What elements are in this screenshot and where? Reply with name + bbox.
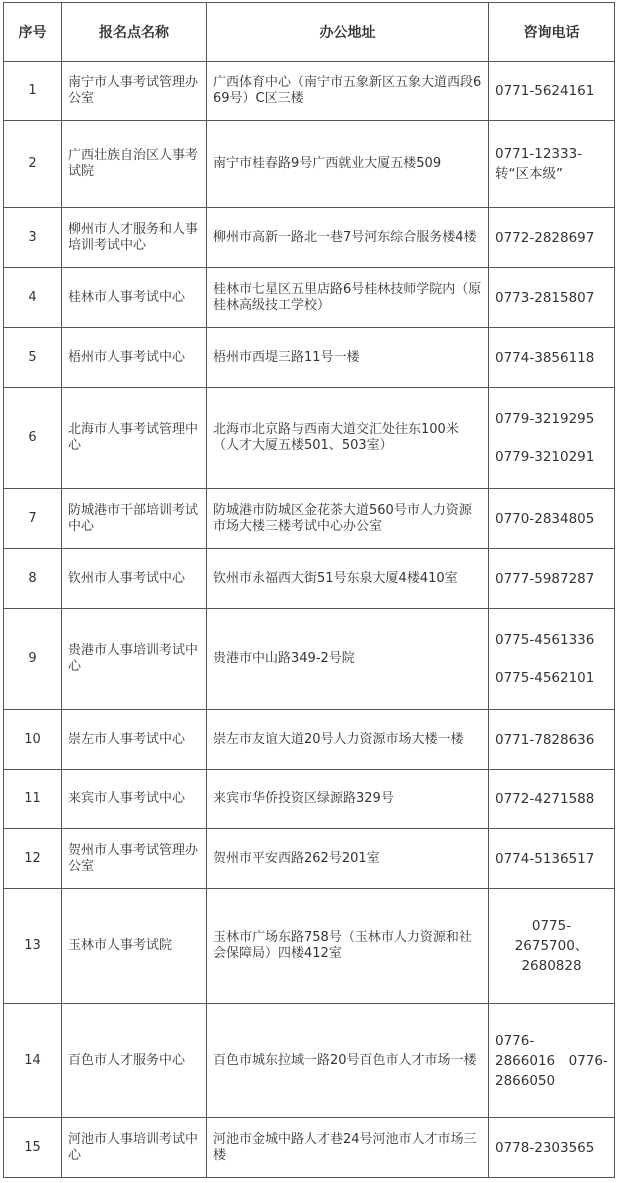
row-number: 8	[4, 549, 62, 609]
consult-phone	[489, 268, 615, 328]
consult-phone	[489, 328, 615, 388]
consult-phone	[489, 388, 615, 489]
phone-number: 0778-2303565	[495, 1139, 595, 1156]
row-number: 9	[4, 609, 62, 710]
phone-number: 0777-5987287	[495, 570, 595, 587]
office-address: 玉林市广场东路758号（玉林市人力资源和社会保障局）四楼412室	[207, 889, 489, 1004]
table-row	[4, 710, 615, 770]
row-number: 4	[4, 268, 62, 328]
phone-number: 2866050	[495, 1072, 556, 1089]
exam-registration-table	[3, 2, 615, 1178]
registration-point-name: 柳州市人才服务和人事培训考试中心	[62, 208, 207, 268]
phone-number: 0774-5136517	[495, 850, 595, 867]
phone-number: 0779-3219295	[495, 411, 595, 427]
consult-phone	[489, 609, 615, 710]
registration-point-name: 来宾市人事考试中心	[62, 770, 207, 829]
consult-phone	[489, 889, 615, 1004]
phone-number: 0770-2834805	[495, 510, 595, 527]
consult-phone	[489, 549, 615, 609]
office-address: 百色市城东拉域一路20号百色市人才市场一楼	[207, 1004, 489, 1118]
office-address: 崇左市友谊大道20号人力资源市场大楼一楼	[207, 710, 489, 770]
registration-point-name: 广西壮族自治区人事考试院	[62, 121, 207, 208]
table-row	[4, 829, 615, 889]
table-row	[4, 208, 615, 268]
table-row	[4, 62, 615, 121]
office-address: 来宾市华侨投资区绿源路329号	[207, 770, 489, 829]
office-address: 贺州市平安西路262号201室	[207, 829, 489, 889]
table-header-row	[4, 3, 615, 62]
registration-point-name: 南宁市人事考试管理办公室	[62, 62, 207, 121]
office-address: 北海市北京路与西南大道交汇处往东100米（人才大厦五楼501、503室）	[207, 388, 489, 489]
office-address: 梧州市西堤三路11号一楼	[207, 328, 489, 388]
phone-number: 0775-	[531, 918, 572, 934]
consult-phone	[489, 62, 615, 121]
phone-number: 0771-7828636	[495, 731, 595, 748]
table-row	[4, 121, 615, 208]
office-address: 钦州市永福西大街51号东泉大厦4楼410室	[207, 549, 489, 609]
registration-point-name: 防城港市干部培训考试中心	[62, 489, 207, 549]
row-number: 12	[4, 829, 62, 889]
table-row	[4, 388, 615, 489]
phone-number: 0773-2815807	[495, 289, 595, 306]
row-number: 3	[4, 208, 62, 268]
consult-phone	[489, 829, 615, 889]
phone-number: 0779-3210291	[495, 449, 595, 465]
office-address: 贵港市中山路349-2号院	[207, 609, 489, 710]
phone-number: 0776-	[495, 1032, 535, 1049]
office-address: 南宁市桂春路9号广西就业大厦五楼509	[207, 121, 489, 208]
office-address: 广西体育中心（南宁市五象新区五象大道西段669号）C区三楼	[207, 62, 489, 121]
consult-phone	[489, 208, 615, 268]
office-address: 柳州市高新一路北一巷7号河东综合服务楼4楼	[207, 208, 489, 268]
consult-phone	[489, 489, 615, 549]
registration-point-name: 北海市人事考试管理中心	[62, 388, 207, 489]
table-row	[4, 1118, 615, 1178]
office-address: 防城港市防城区金花茶大道560号市人力资源市场大楼三楼考试中心办公室	[207, 489, 489, 549]
header-name: 报名点名称	[62, 3, 207, 62]
phone-number: 0771-12333-转“区本级”	[495, 146, 583, 182]
row-number: 15	[4, 1118, 62, 1178]
header-phone: 咨询电话	[489, 3, 615, 62]
registration-point-name: 百色市人才服务中心	[62, 1004, 207, 1118]
phone-number: 0771-5624161	[495, 83, 595, 99]
table-row	[4, 268, 615, 328]
table-row	[4, 609, 615, 710]
header-no: 序号	[4, 3, 62, 62]
table-row	[4, 1004, 615, 1118]
table-row	[4, 889, 615, 1004]
phone-number: 0775-4561336	[495, 632, 595, 648]
row-number: 5	[4, 328, 62, 388]
phone-number: 2866016 0776-	[495, 1052, 608, 1069]
registration-point-name: 梧州市人事考试中心	[62, 328, 207, 388]
office-address: 桂林市七星区五里店路6号桂林技师学院内（原桂林高级技工学校）	[207, 268, 489, 328]
registration-point-name: 河池市人事培训考试中心	[62, 1118, 207, 1178]
row-number: 1	[4, 62, 62, 121]
table-row	[4, 549, 615, 609]
row-number: 13	[4, 889, 62, 1004]
consult-phone	[489, 1004, 615, 1118]
header-address: 办公地址	[207, 3, 489, 62]
row-number: 11	[4, 770, 62, 829]
registration-point-name: 玉林市人事考试院	[62, 889, 207, 1004]
table-row	[4, 489, 615, 549]
row-number: 7	[4, 489, 62, 549]
table-body	[4, 62, 615, 1178]
registration-point-name: 贵港市人事培训考试中心	[62, 609, 207, 710]
office-address: 河池市金城中路人才巷24号河池市人才市场三楼	[207, 1118, 489, 1178]
consult-phone	[489, 121, 615, 208]
consult-phone	[489, 1118, 615, 1178]
table-row	[4, 328, 615, 388]
consult-phone	[489, 710, 615, 770]
phone-number: 2675700、	[514, 938, 589, 954]
phone-number: 0774-3856118	[495, 349, 595, 366]
phone-number: 2680828	[521, 958, 582, 974]
phone-number: 0772-2828697	[495, 229, 595, 246]
registration-point-name: 贺州市人事考试管理办公室	[62, 829, 207, 889]
registration-point-name: 崇左市人事考试中心	[62, 710, 207, 770]
registration-point-name: 钦州市人事考试中心	[62, 549, 207, 609]
table-row	[4, 770, 615, 829]
phone-number: 0775-4562101	[495, 670, 595, 686]
phone-number: 0772-4271588	[495, 791, 595, 807]
registration-point-name: 桂林市人事考试中心	[62, 268, 207, 328]
row-number: 14	[4, 1004, 62, 1118]
row-number: 2	[4, 121, 62, 208]
consult-phone	[489, 770, 615, 829]
row-number: 10	[4, 710, 62, 770]
row-number: 6	[4, 388, 62, 489]
